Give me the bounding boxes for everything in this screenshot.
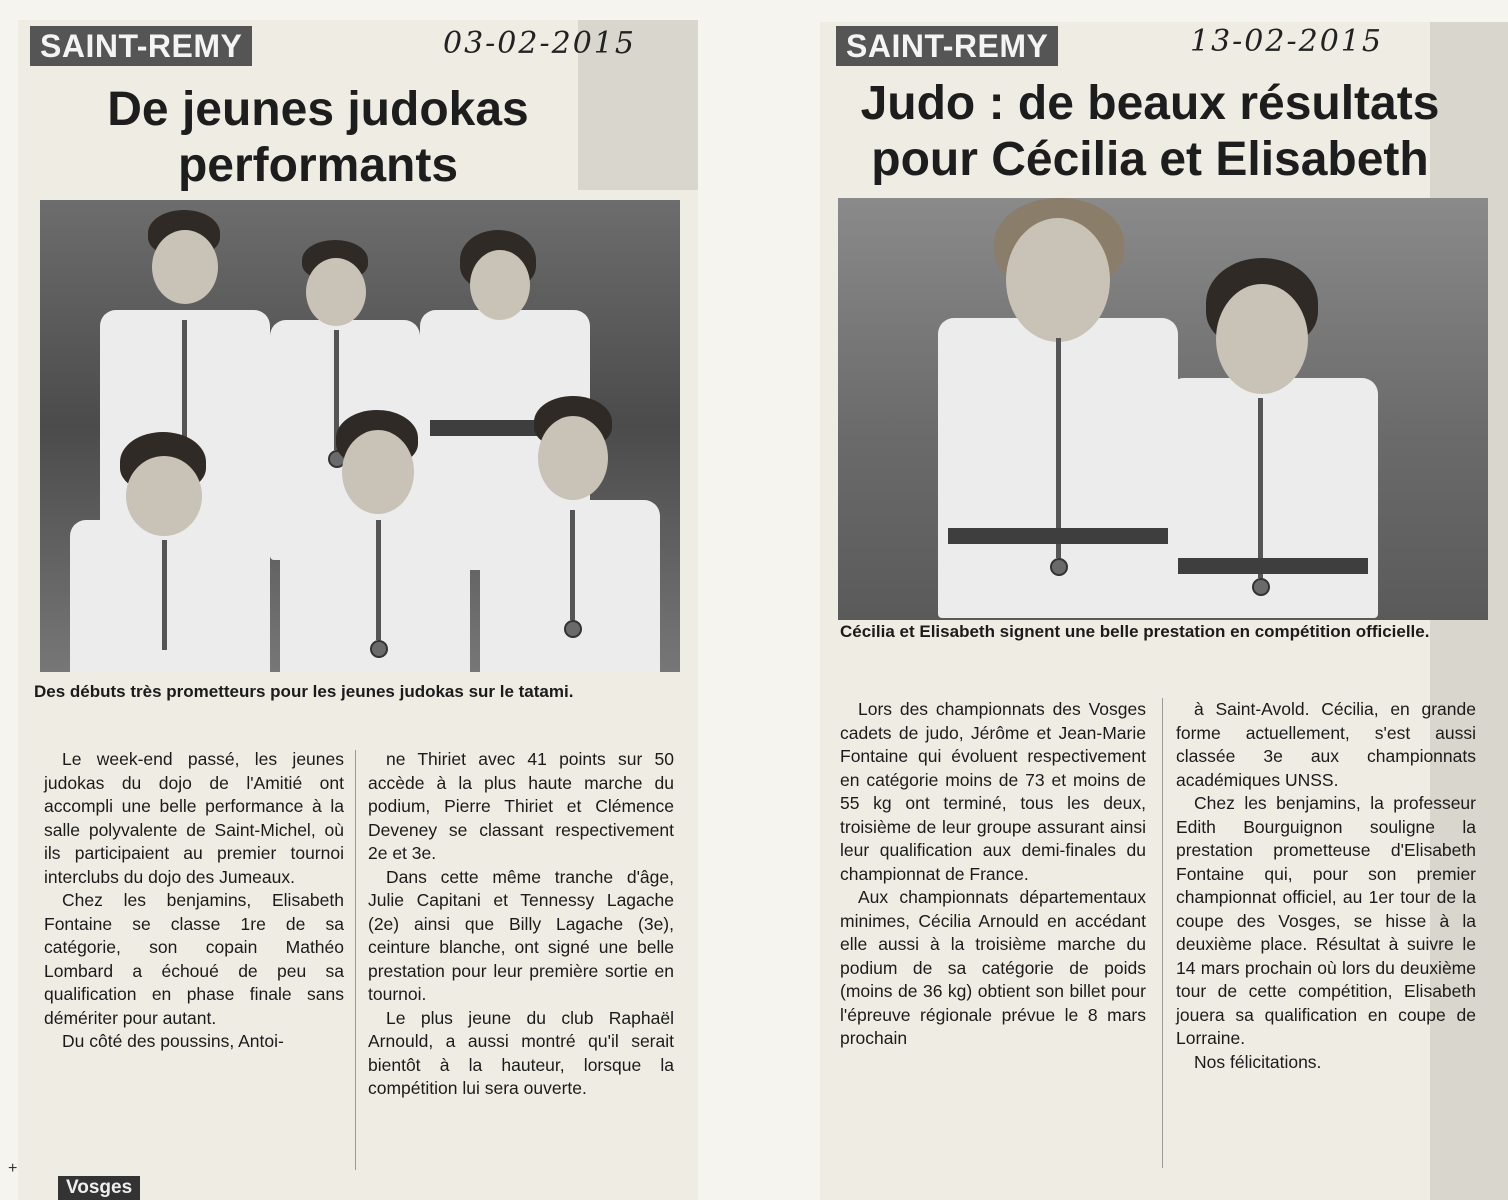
paragraph: ne Thiriet avec 41 points sur 50 accède à la plus haute marche du podium, Pierre Thiriet et Clémence Deveney se classant respectivement 2e et 3e. <box>368 749 674 863</box>
right-clipping <box>820 22 1508 1200</box>
cecilia-elisabeth-photo <box>838 198 1488 620</box>
headline: De jeunes judokas performants <box>107 83 529 192</box>
paragraph: Nos félicitations. <box>1194 1051 1322 1072</box>
article-column-2 <box>368 748 674 1101</box>
paragraph: Chez les benjamins, la professeur Edith Bourguignon souligne la prestation prometteuse d'Elisabeth Fontaine qui, pour son premier championnat officiel, au 1er tour de la coupe des Vosges, se hisse à la deuxième place. Résultat à suivre le 14 mars prochain où lors du deuxième tour de cette compétition, Elisabeth jouera sa qualification en coupe de Lorraine. <box>1176 793 1476 1048</box>
judokas-group-photo <box>40 200 680 672</box>
section-tag: SAINT-REMY <box>30 26 252 66</box>
footer-tag: Vosges <box>58 1176 140 1200</box>
handwritten-date: 03-02-2015 <box>443 26 636 61</box>
headline: Judo : de beaux résultats pour Cécilia et Elisabeth <box>860 77 1440 186</box>
handwritten-date: 13-02-2015 <box>1190 24 1383 59</box>
paragraph: Du côté des poussins, Antoi- <box>62 1031 284 1051</box>
paragraph: Le plus jeune du club Raphaël Arnould, a aussi montré qu'il serait bientôt à la hauteur, lorsque la compétition lui sera ouverte. <box>368 1007 674 1098</box>
paragraph: Lors des championnats des Vosges cadets de judo, Jérôme et Jean-Marie Fontaine qui évoluent respectivement en catégorie moins de 73 et moins de 55 kg ont terminé, tous les deux, troisième de leur groupe assurant ainsi leur qualification aux demi-finales du championnat de France. <box>840 699 1146 884</box>
article-column-2 <box>1176 698 1476 1074</box>
paragraph: Le week-end passé, les jeunes judokas du dojo de l'Amitié ont accompli une belle performance à la salle polyvalente de Saint-Michel, où ils participaient au premier tournoi interclubs du dojo des Jumeaux. <box>44 749 344 887</box>
column-divider <box>1162 698 1163 1168</box>
paragraph: Dans cette même tranche d'âge, Julie Capitani et Tennessy Lagache (2e) ainsi que Billy Lagache (3e), ceinture blanche, ont signé une belle prestation pour leur première sortie en tournoi. <box>368 866 674 1004</box>
paragraph: Chez les benjamins, Elisabeth Fontaine se classe 1re de sa catégorie, son copain Mathéo Lombard a échoué de peu sa qualification en phase finale sans démériter pour autant. <box>44 890 344 1028</box>
plus-mark-icon: + <box>8 1160 18 1177</box>
photo-caption: Cécilia et Elisabeth signent une belle prestation en compétition officielle. <box>840 622 1430 641</box>
photo-caption: Des débuts très prometteurs pour les jeunes judokas sur le tatami. <box>34 682 574 701</box>
article-column-1 <box>840 698 1146 1051</box>
left-clipping <box>18 20 698 1200</box>
article-column-1 <box>44 748 344 1054</box>
section-tag: SAINT-REMY <box>836 26 1058 66</box>
column-divider <box>355 750 356 1170</box>
paragraph: à Saint-Avold. Cécilia, en grande forme actuellement, s'est aussi classée 3e aux championnats académiques UNSS. <box>1176 699 1476 790</box>
paragraph: Aux championnats départementaux minimes, Cécilia Arnould en accédant elle aussi à la troisième marche du podium de sa catégorie de poids (moins de 36 kg) obtient son billet pour l'épreuve régionale prévue le 8 mars prochain <box>840 887 1146 1048</box>
